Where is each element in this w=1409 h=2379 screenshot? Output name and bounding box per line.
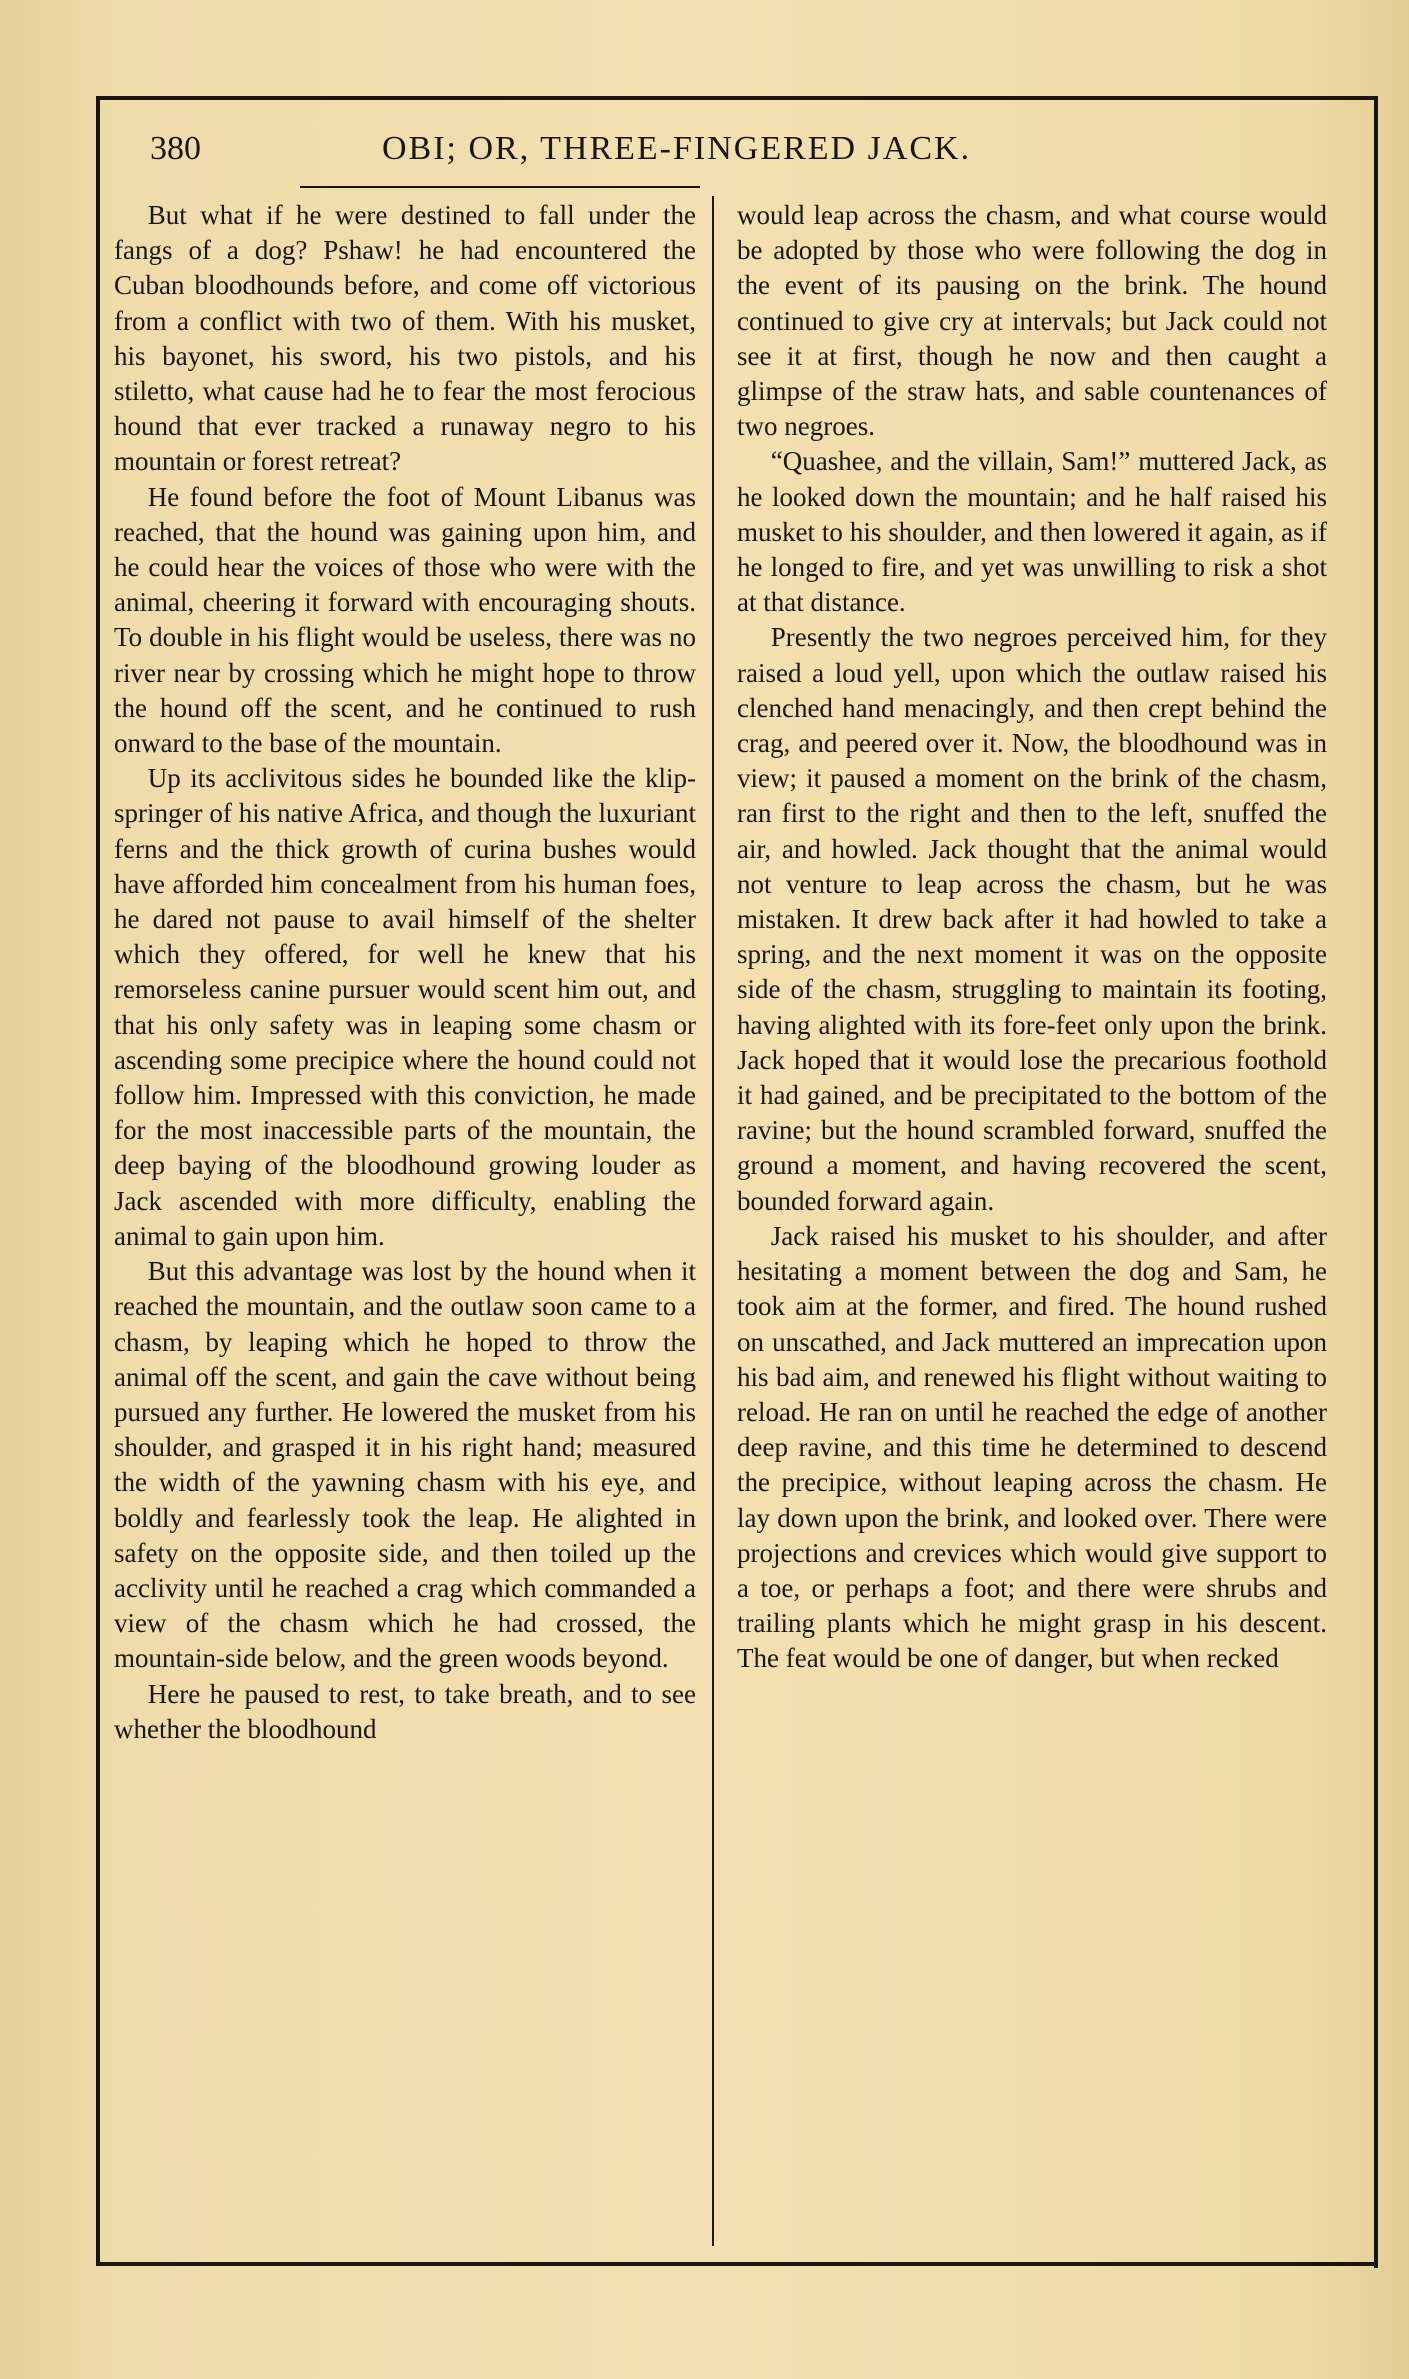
- frame-left-rule: [96, 96, 100, 2266]
- header-rule: [300, 186, 700, 188]
- paragraph-continued: would leap across the chasm, and what course would be adopted by those who were following the dog in the event of its pausing on the brink. The hound continued to give cry at intervals; but Jack could not see it at first, though he now and then caught a glimpse of the straw hats, and sable countenances of two negroes.: [737, 200, 1327, 442]
- paragraph: “Quashee, and the villain, Sam!” muttered Jack, as he looked down the mountain; and he half raised his musket to his shoulder, and then lowered it again, as if he longed to fire, and yet was unwilling to risk a shot at that distance.: [737, 446, 1327, 618]
- right-column: [737, 198, 1327, 1677]
- frame-bottom-rule: [96, 2262, 1378, 2266]
- paragraph: But this advantage was lost by the hound when it reached the mountain, and the outlaw soon came to a chasm, by leaping which he hoped to throw the animal off the scent, and gain the cave without being pursued any further. He lowered the musket from his shoulder, and grasped it in his right hand; measured the width of the yawning chasm with his eye, and boldly and fearlessly took the leap. He alighted in safety on the opposite side, and then toiled up the acclivity until he reached a crag which commanded a view of the chasm which he had crossed, the mountain-side below, and the green woods beyond.: [114, 1256, 696, 1674]
- frame-top-rule: [96, 96, 1378, 100]
- paragraph: Jack raised his musket to his shoulder, and after hesitating a moment between the dog and Sam, he took aim at the former, and fired. The hound rushed on unscathed, and Jack muttered an imprecation upon his bad aim, and renewed his flight without waiting to reload. He ran on until he reached the edge of another deep ravine, and this time he determined to descend the precipice, without leaping across the chasm. He lay down upon the brink, and looked over. There were projections and crevices which would give support to a toe, or perhaps a foot; and there were shrubs and trailing plants which he might grasp in his descent. The feat would be one of danger, but when recked: [737, 1220, 1327, 1674]
- running-header: [150, 124, 1330, 180]
- paragraph: He found before the foot of Mount Libanus was reached, that the hound was gaining upon him, and he could hear the voices of those who were with the animal, cheering it forward with encouraging shouts. To double in his flight would be useless, there was no river near by crossing which he might hope to throw the hound off the scent, and he continued to rush onward to the base of the mountain.: [114, 481, 696, 759]
- left-column: [114, 198, 696, 1747]
- paragraph: But what if he were destined to fall under the fangs of a dog? Pshaw! he had encountered the Cuban bloodhounds before, and come off victorious from a conflict with two of them. With his musket, his bayonet, his sword, his two pistols, and his stiletto, what cause had he to fear the most ferocious hound that ever tracked a runaway negro to his mountain or forest retreat?: [114, 200, 696, 477]
- frame-right-rule: [1374, 96, 1378, 2268]
- paragraph: Here he paused to rest, to take breath, and to see whether the bloodhound: [114, 1678, 696, 1744]
- paragraph: Presently the two negroes perceived him, for they raised a loud yell, upon which the outlaw raised his clenched hand menacingly, and then crept behind the crag, and peered over it. Now, the bloodhound was in view; it paused a moment on the brink of the chasm, ran first to the right and then to the left, snuffed the air, and howled. Jack thought that the animal would not venture to leap across the chasm, but he was mistaken. It drew back after it had howled to take a spring, and the next moment it was on the opposite side of the chasm, struggling to maintain its footing, having alighted with its fore-feet only upon the brink. Jack hoped that it would lose the precarious foothold it had gained, and be precipitated to the bottom of the ravine; but the hound scrambled forward, snuffed the ground a moment, and having recovered the scent, bounded forward again.: [737, 622, 1327, 1216]
- page-number: 380: [150, 130, 201, 167]
- page-title: OBI; OR, THREE-FINGERED JACK.: [382, 130, 972, 167]
- column-divider: [712, 196, 714, 2246]
- paragraph: Up its acclivitous sides he bounded like the klip-springer of his native Africa, and though the luxuriant ferns and the thick growth of curina bushes would have afforded him concealment from his human foes, he dared not pause to avail himself of the shelter which they offered, for well he knew that his remorseless canine pursuer would scent him out, and that his only safety was in leaping some chasm or ascending some precipice where the hound could not follow him. Impressed with this conviction, he made for the most inaccessible parts of the mountain, the deep baying of the bloodhound growing louder as Jack ascended with more difficulty, enabling the animal to gain upon him.: [114, 763, 696, 1251]
